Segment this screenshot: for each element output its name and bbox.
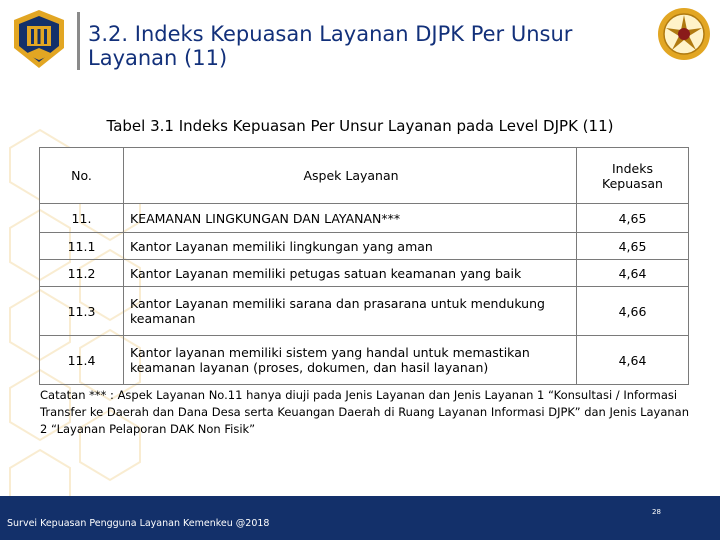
header-indeks-line-2: Kepuasan	[602, 175, 663, 191]
title-line-1: 3.2. Indeks Kepuasan Layanan DJPK Per Unsur	[88, 22, 573, 46]
cell-aspek: KEAMANAN LINGKUNGAN DAN LAYANAN***	[124, 204, 577, 233]
table-header-row	[40, 148, 689, 204]
cell-aspek: Kantor Layanan memiliki sarana dan prasarana untuk mendukung keamanan	[124, 287, 577, 336]
cell-no: 11.3	[40, 287, 124, 336]
table-caption: Tabel 3.1 Indeks Kepuasan Per Unsur Layanan pada Level DJPK (11)	[106, 117, 614, 135]
cell-indeks: 4,64	[577, 260, 689, 287]
garuda-seal-icon	[656, 6, 712, 62]
cell-aspek: Kantor Layanan memiliki lingkungan yang aman	[124, 233, 577, 260]
footer-text: Survei Kepuasan Pengguna Layanan Kemenkeu @2018	[7, 518, 270, 529]
cell-indeks: 4,65	[577, 204, 689, 233]
table-row	[40, 233, 689, 260]
slide-header	[0, 0, 720, 90]
header-aspek: Aspek Layanan	[124, 148, 577, 204]
table-row	[40, 287, 689, 336]
table-row	[40, 204, 689, 233]
table-row	[40, 260, 689, 287]
cell-aspek: Kantor Layanan memiliki petugas satuan keamanan yang baik	[124, 260, 577, 287]
title-line-2: Layanan (11)	[88, 46, 228, 70]
cell-aspek: Kantor layanan memiliki sistem yang handal untuk memastikan keamanan layanan (proses, dokumen, dan hasil layanan)	[124, 336, 577, 385]
header-no: No.	[40, 148, 124, 204]
cell-indeks: 4,64	[577, 336, 689, 385]
page-number: 28	[652, 508, 661, 516]
cell-no: 11.4	[40, 336, 124, 385]
cell-no: 11.	[40, 204, 124, 233]
kemenkeu-logo-icon	[10, 8, 68, 70]
cell-no: 11.1	[40, 233, 124, 260]
table-row	[40, 336, 689, 385]
table-note: Catatan *** : Aspek Layanan No.11 hanya diuji pada Jenis Layanan dan Jenis Layanan 1 “Konsultasi / Informasi Transfer ke Daerah dan Dana Desa serta Keuangan Daerah di Ruang Layanan Informasi DJPK” dan Jenis Layanan 2 “Layanan Pelaporan DAK Non Fisik”	[40, 388, 690, 436]
cell-indeks: 4,65	[577, 233, 689, 260]
header-divider	[77, 12, 80, 70]
cell-indeks: 4,66	[577, 287, 689, 336]
header-indeks	[577, 148, 689, 204]
satisfaction-index-table	[39, 147, 689, 385]
header-indeks-line-1: Indeks	[612, 160, 653, 176]
cell-no: 11.2	[40, 260, 124, 287]
page-title	[88, 22, 648, 70]
